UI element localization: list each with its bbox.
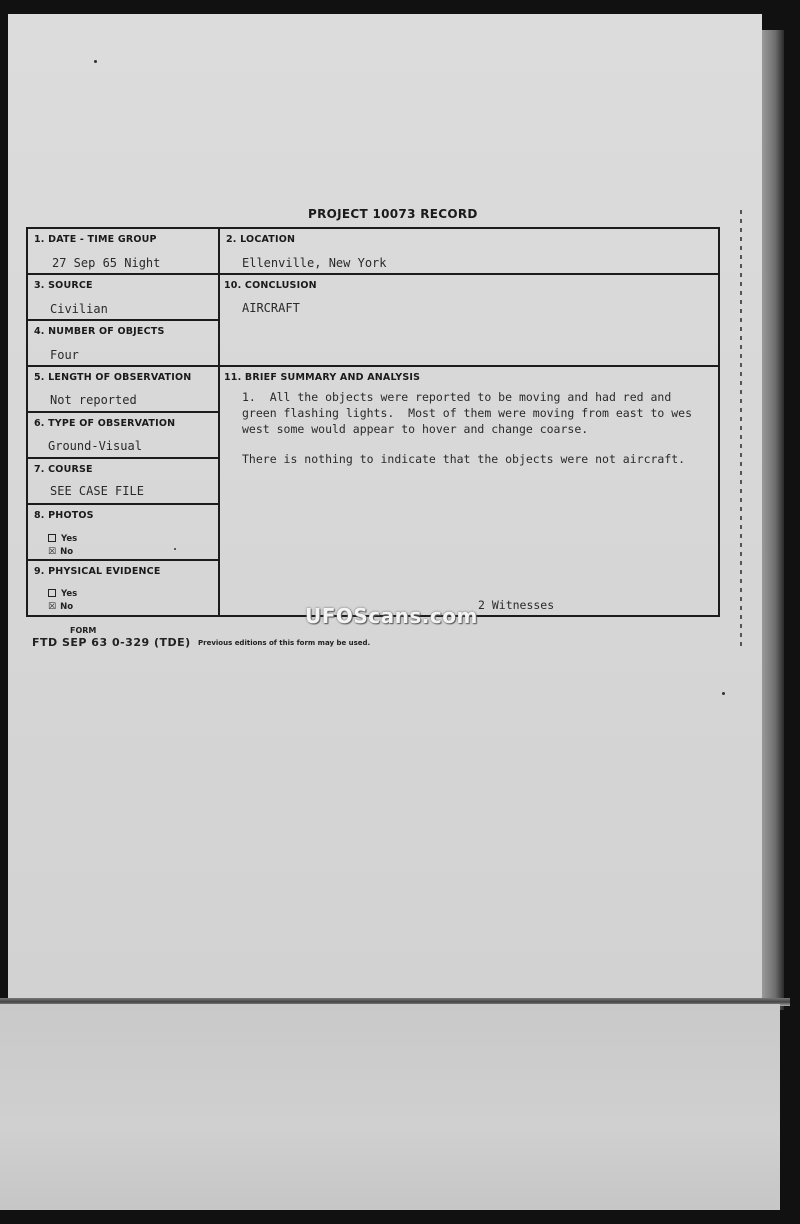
checked-mark-icon: ☒ [48, 602, 57, 612]
photos-yes-option [48, 534, 77, 544]
course-label: 7. COURSE [34, 464, 93, 475]
source-label: 3. SOURCE [34, 280, 93, 291]
speck [722, 692, 725, 695]
date-time-group-value: 27 Sep 65 Night [52, 256, 161, 270]
form-title: PROJECT 10073 RECORD [308, 207, 478, 221]
row-line [28, 319, 218, 321]
summary-line: 1. All the objects were reported to be moving and had red and [242, 390, 672, 404]
brief-summary-label: 11. BRIEF SUMMARY AND ANALYSIS [224, 372, 421, 383]
physical-evidence-yes-option [48, 589, 77, 599]
paper-sheet-lower [0, 1004, 780, 1210]
physical-evidence-no-label: No [60, 602, 74, 612]
number-of-objects-label: 4. NUMBER OF OBJECTS [34, 326, 165, 337]
checked-mark-icon: ☒ [48, 547, 57, 557]
length-of-observation-value: Not reported [50, 393, 137, 407]
photos-label: 8. PHOTOS [34, 510, 94, 521]
row-line [28, 457, 218, 459]
row-line [28, 559, 218, 561]
summary-text [242, 389, 742, 481]
witnesses-count: 2 Witnesses [478, 598, 555, 612]
length-of-observation-label: 5. LENGTH OF OBSERVATION [34, 372, 192, 383]
photos-no-label: No [60, 547, 74, 557]
speck [94, 60, 97, 63]
summary-conclusion-line: There is nothing to indicate that the objects were not aircraft. [242, 452, 686, 466]
row-line [28, 365, 718, 367]
row-line [28, 503, 218, 505]
summary-line: west some would appear to hover and change coarse. [242, 422, 589, 436]
course-value: SEE CASE FILE [50, 484, 144, 498]
column-divider [218, 229, 220, 615]
photos-yes-label: Yes [61, 534, 78, 544]
source-value: Civilian [50, 302, 108, 316]
type-of-observation-label: 6. TYPE OF OBSERVATION [34, 418, 176, 429]
checkbox-icon [48, 534, 56, 542]
number-of-objects-value: Four [50, 348, 79, 362]
row-line [28, 411, 218, 413]
summary-line: green flashing lights. Most of them were moving from east to wes [242, 406, 693, 420]
row-line [28, 273, 718, 275]
date-time-group-label: 1. DATE - TIME GROUP [34, 234, 157, 245]
footer-form-code: FTD SEP 63 0-329 (TDE) [32, 636, 191, 649]
footer-form-label: FORM [70, 626, 97, 635]
location-value: Ellenville, New York [242, 256, 387, 270]
paper-edge-shadow [762, 30, 784, 1010]
conclusion-label: 10. CONCLUSION [224, 280, 317, 291]
footer-note: Previous editions of this form may be used. [198, 639, 371, 647]
location-label: 2. LOCATION [226, 234, 296, 245]
conclusion-value: AIRCRAFT [242, 301, 300, 315]
type-of-observation-value: Ground-Visual [48, 439, 142, 453]
physical-evidence-no-option [48, 602, 73, 612]
physical-evidence-label: 9. PHYSICAL EVIDENCE [34, 566, 161, 577]
physical-evidence-yes-label: Yes [61, 589, 78, 599]
watermark: UFOScans.com [305, 604, 478, 628]
photos-no-option [48, 547, 73, 557]
checkbox-icon [48, 589, 56, 597]
